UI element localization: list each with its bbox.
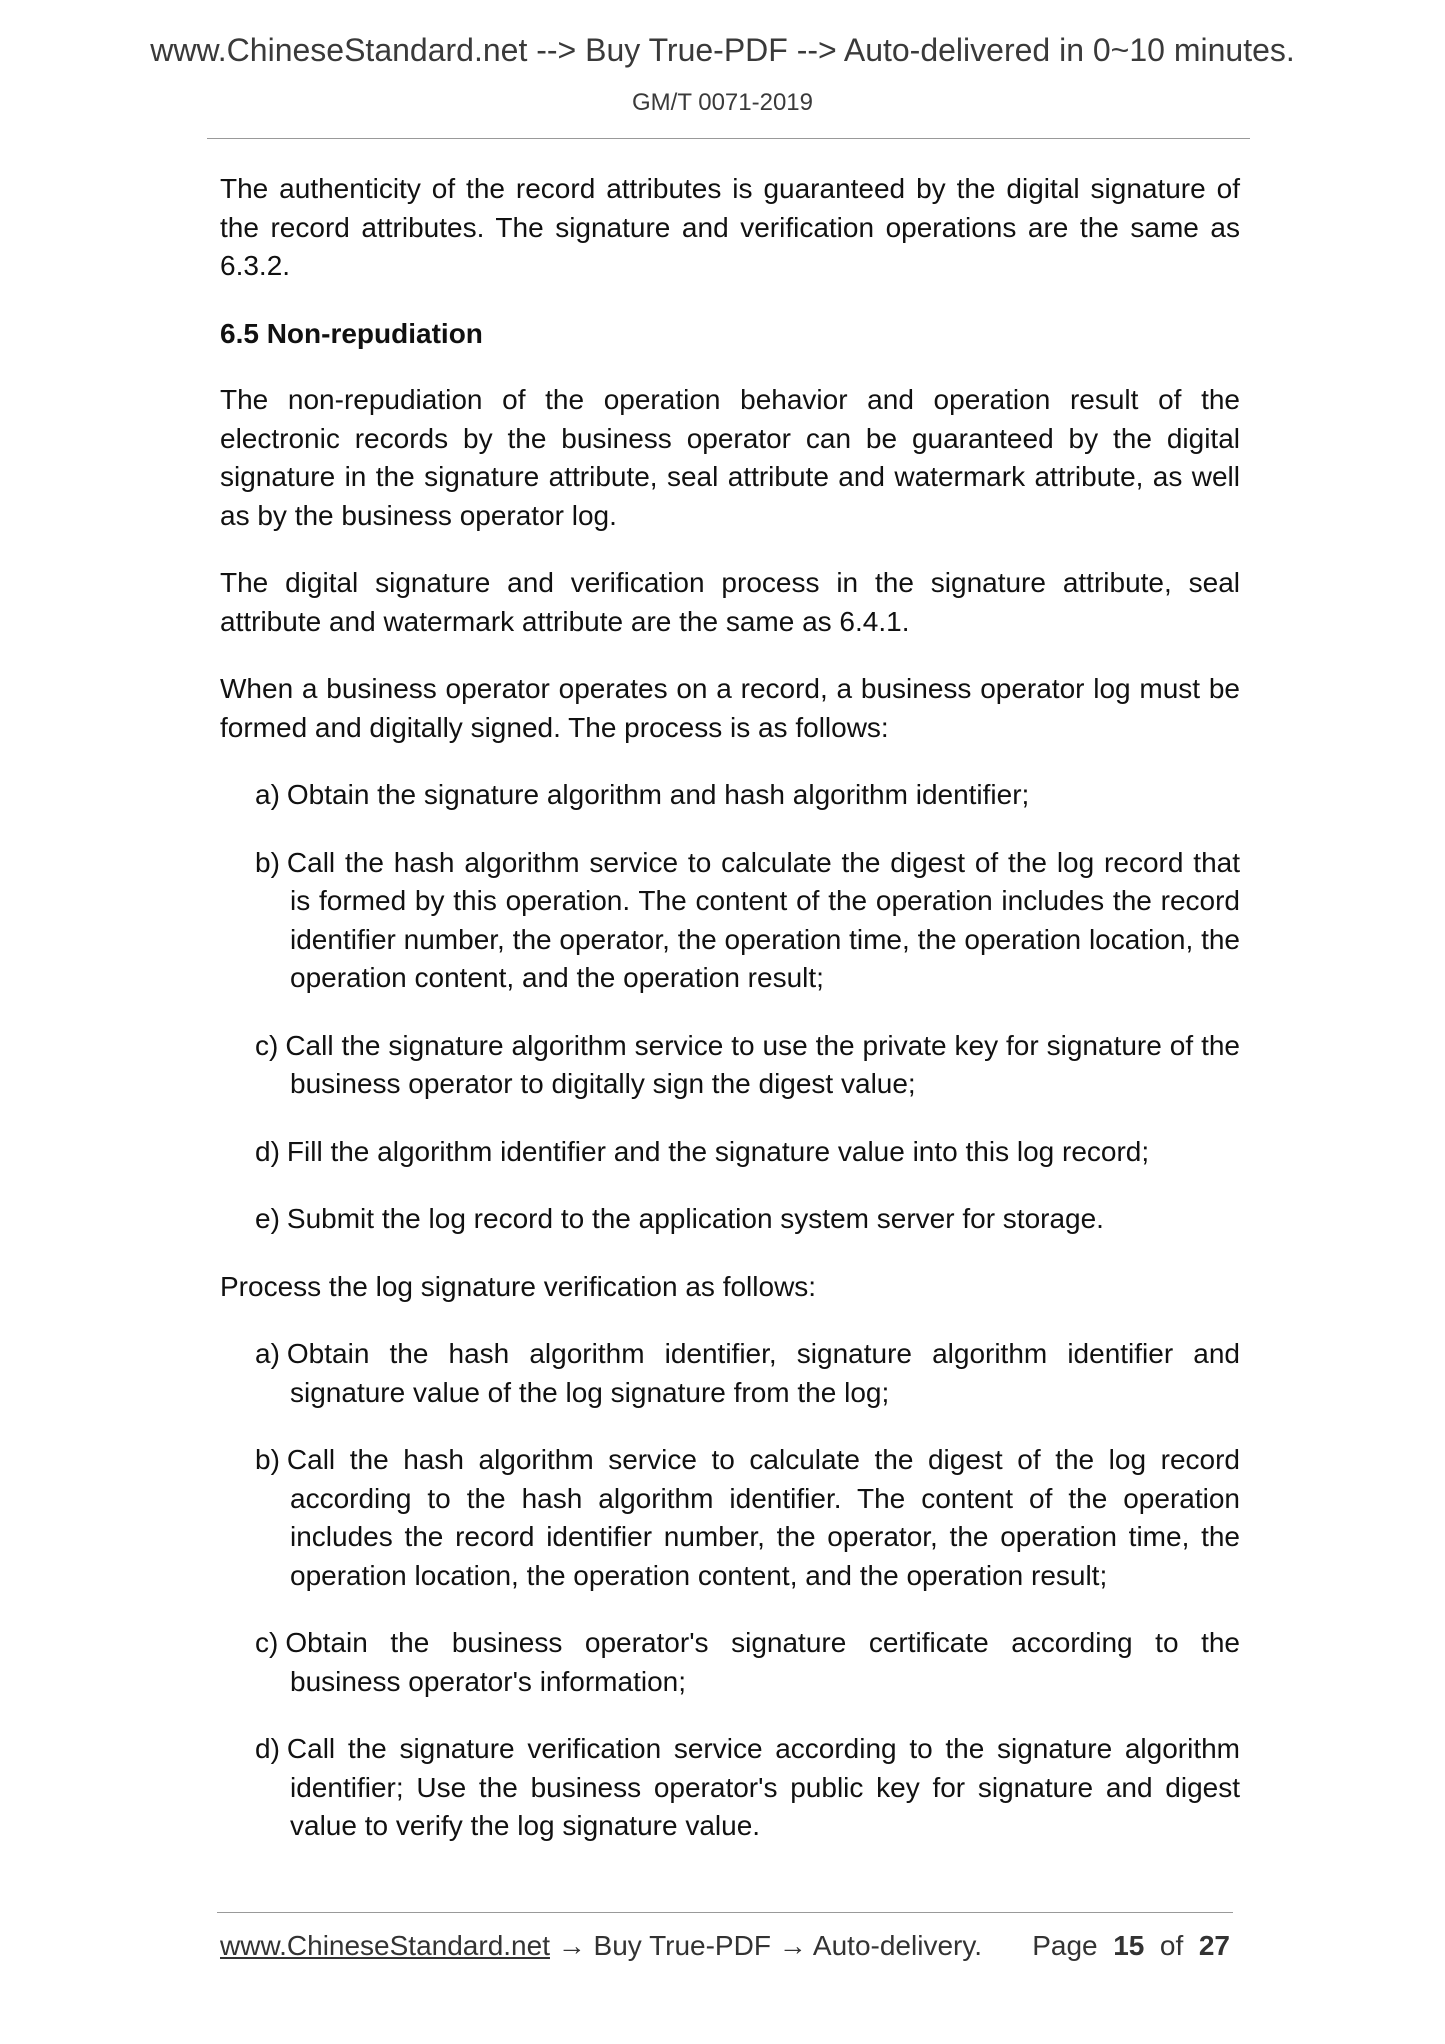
paragraph: When a business operator operates on a record, a business operator log must be formed and digitally signed. The process is as follows: [220, 673, 1240, 743]
list-item-text: Fill the algorithm identifier and the signature value into this log record; [286, 1135, 1150, 1167]
list-item-text: Submit the log record to the application system server for storage. [286, 1203, 1104, 1234]
list-item [220, 844, 1240, 998]
list-item [220, 1133, 1240, 1172]
section-heading: 6.5 Non-repudiation [220, 317, 483, 349]
document-code: GM/T 0071-2019 [632, 89, 813, 116]
list-item [220, 1200, 1240, 1239]
verification-steps-list [220, 1335, 1240, 1846]
list-marker: a) [255, 1338, 280, 1369]
header-divider [207, 138, 1250, 139]
list-marker: b) [255, 1444, 280, 1475]
list-marker: c) [255, 1627, 279, 1658]
of-label: of [1159, 1930, 1184, 1961]
footer-divider [217, 1912, 1233, 1913]
list-marker: d) [255, 1733, 280, 1764]
list-item [220, 1730, 1240, 1846]
list-marker: d) [255, 1135, 280, 1167]
list-item [220, 1441, 1240, 1595]
list-marker: b) [255, 846, 280, 878]
list-item [220, 1335, 1240, 1412]
top-banner: www.ChineseStandard.net --> Buy True-PDF --> Auto-delivered in 0~10 minutes. [150, 32, 1295, 68]
paragraph: The digital signature and verification process in the signature attribute, seal attribute and watermark attribute are the same as 6.4.1. [220, 567, 1240, 637]
list-marker: a) [255, 779, 280, 810]
paragraph: The non-repudiation of the operation behavior and operation result of the electronic records by the business operator can be guaranteed by the digital signature in the signature attribute, seal attribute and watermark attribute, as well as by the business operator log. [220, 384, 1240, 531]
list-item-text: Call the signature algorithm service to use the private key for signature of the business operator to digitally sign the digest value; [285, 1029, 1240, 1099]
chinesestandard-link[interactable]: www.ChineseStandard.net [220, 1930, 550, 1961]
list-item-text: Obtain the signature algorithm and hash algorithm identifier; [286, 779, 1030, 810]
list-item-text: Call the hash algorithm service to calculate the digest of the log record that is formed by this operation. The content of the operation includes the record identifier number, the operator, the operation time, the operation location, the operation content, and the operation result; [286, 846, 1240, 993]
signing-steps-list [220, 776, 1240, 1239]
page-number: 15 [1113, 1930, 1145, 1961]
page-content [220, 170, 1240, 1875]
list-item-text: Obtain the hash algorithm identifier, signature algorithm identifier and signature value of the log signature from the log; [286, 1338, 1240, 1408]
list-item [220, 1027, 1240, 1104]
paragraph: The authenticity of the record attributes is guaranteed by the digital signature of the record attributes. The signature and verification operations are the same as 6.3.2. [220, 173, 1240, 281]
list-item-text: Obtain the business operator's signature certificate according to the business operator's information; [285, 1627, 1240, 1697]
page-label: Page [1032, 1930, 1098, 1961]
footer-left [220, 1928, 982, 1964]
paragraph: Process the log signature verification as follows: [220, 1270, 817, 1302]
total-pages: 27 [1198, 1930, 1230, 1961]
list-marker: c) [255, 1029, 279, 1061]
list-item-text: Call the signature verification service according to the signature algorithm identifier; Use the business operator's public key for signature and digest value to verify the log signature value. [286, 1733, 1240, 1841]
list-item [220, 776, 1240, 815]
page-indicator [1032, 1928, 1230, 1964]
list-item [220, 1624, 1240, 1701]
list-item-text: Call the hash algorithm service to calculate the digest of the log record according to the hash algorithm identifier. The content of the operation includes the record identifier number, the operator, the operation time, the operation location, the operation content, and the operation result; [286, 1444, 1240, 1591]
list-marker: e) [255, 1203, 280, 1234]
footer-tagline: → Buy True-PDF → Auto-delivery. [549, 1930, 983, 1961]
